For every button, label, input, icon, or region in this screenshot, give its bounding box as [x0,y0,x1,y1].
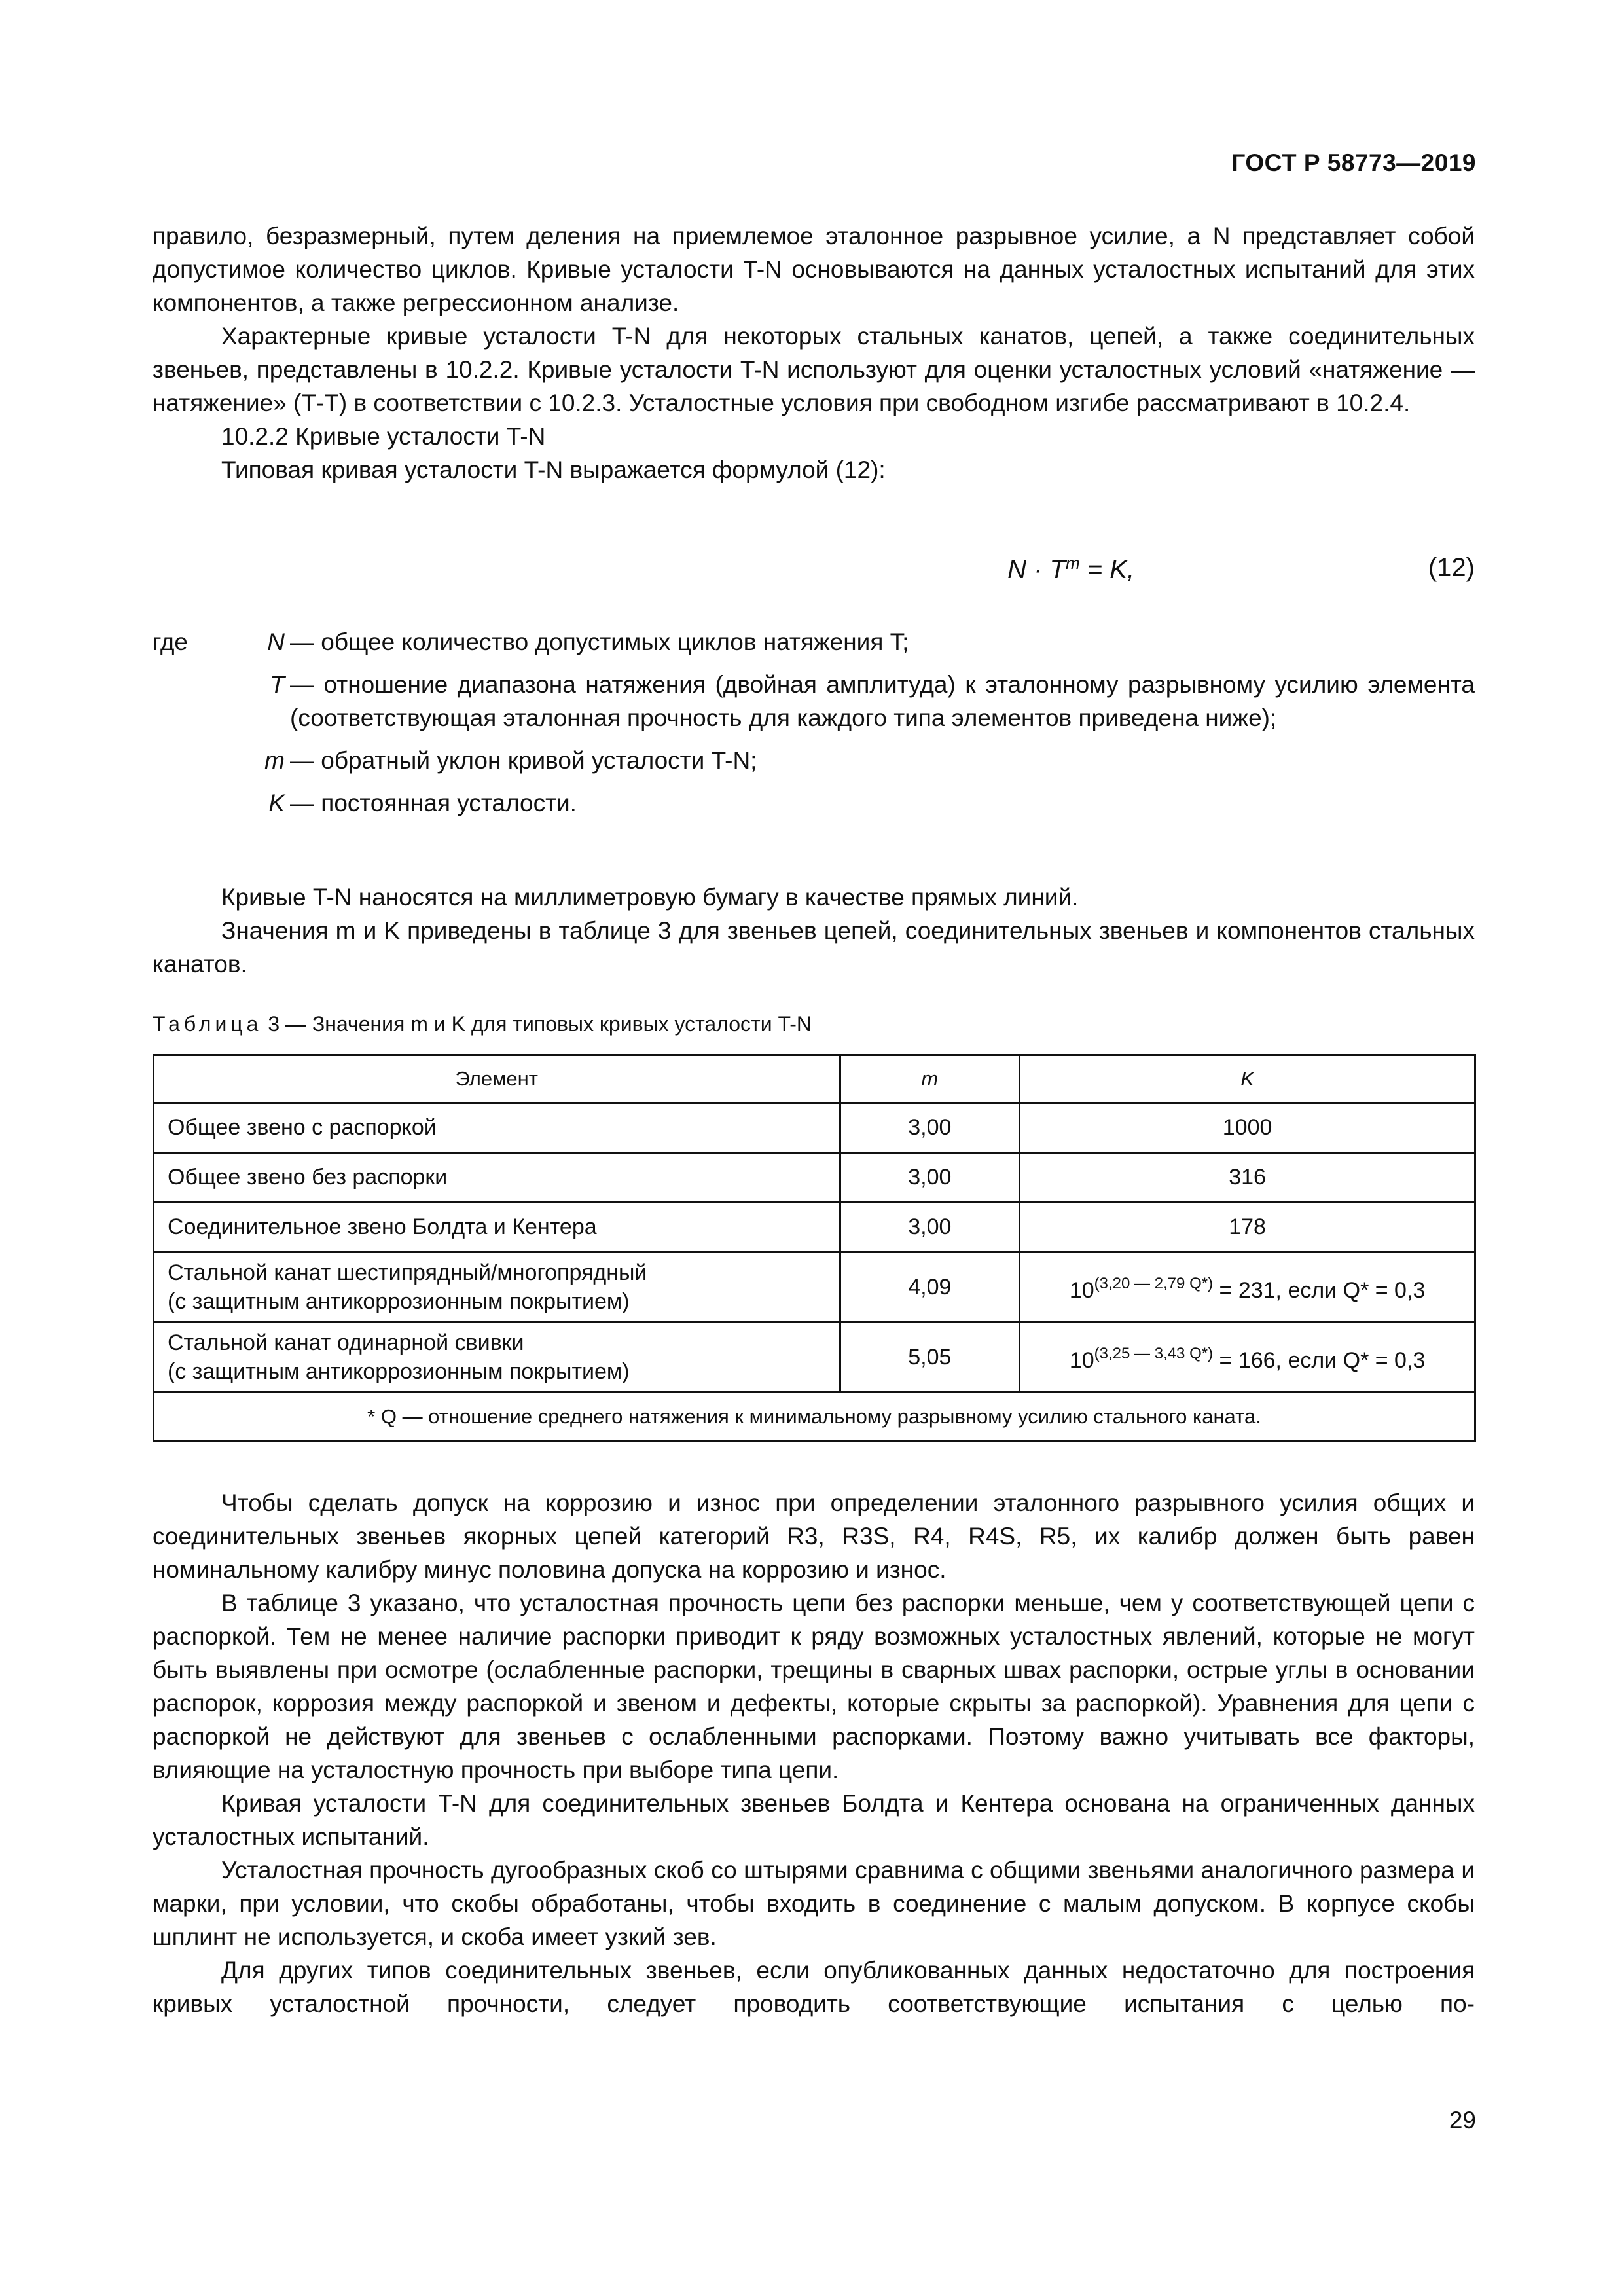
paragraph: В таблице 3 указано, что усталостная прочность цепи без распорки меньше, чем у соответствующей цепи с распоркой. Тем не менее наличие распорки приводит к ряду возможных усталостных явлений, которые не могут быть выявлены при осмотре (ослабленные распорки, трещины в сварных швах распорки, острые углы в основании распорок, коррозия между распоркой и звеном и дефекты, которые скрыты за распоркой). Уравнения для цепи с распоркой не действуют для звеньев с ослабленными распорками. Поэтому важно учитывать все факторы, влияющие на усталостную прочность при выборе типа цепи. [153,1590,1475,1783]
table-row: Соединительное звено Болдта и Кентера 3,00 178 [154,1203,1475,1252]
table-footnote: * Q — отношение среднего натяжения к минимальному разрывному усилию стального каната. [154,1393,1475,1442]
header-k: K [1020,1055,1475,1103]
paragraph: Характерные кривые усталости T-N для некоторых стальных канатов, цепей, а также соединительных звеньев, представлены в 10.2.2. Кривые усталости T-N используют для оценки усталостных условий «натяжение — натяжение» (Т-Т) в соответствии с 10.2.3. Усталостные условия при свободном изгибе рассматривают в 10.2.4. [153,323,1475,416]
table-row: Общее звено с распоркой 3,00 1000 [154,1103,1475,1153]
section-heading: 10.2.2 Кривые усталости T-N [221,423,546,450]
table-row: Стальной канат шестипрядный/многопрядный (с защитным антикоррозионным покрытием) 4,09 $10^{(3,20 — 2,79 Q*)} = 231$, если Q* = 0,3 [154,1252,1475,1322]
formula: $N \cdot T^m = K$, [1007,553,1134,584]
values-table [153,1054,1476,1442]
mid-text-block [153,881,1475,981]
page-number: 29 [1449,2107,1476,2134]
header-element: Элемент [154,1055,840,1103]
table-header-row [154,1055,1475,1103]
formula-row [153,553,1475,592]
where-list [153,625,1475,829]
formula-number: (12) [1428,553,1475,582]
where-item: m — обратный уклон кривой усталости T-N; [264,747,757,774]
paragraph: Типовая кривая усталости T-N выражается формулой (12): [221,456,886,483]
paragraph: Усталостная прочность дугообразных скоб со штырями сравнима с общими звеньями аналогичного размера и марки, при условии, что скобы обработаны, чтобы входить в соединение с малым допуском. В корпусе скобы шплинт не используется, и скоба имеет узкий зев. [153,1857,1475,1950]
paragraph: Кривые T-N наносятся на миллиметровую бумагу в качестве прямых линий. [221,884,1079,911]
paragraph: Чтобы сделать допуск на коррозию и износ при определении эталонного разрывного усилия общих и соединительных звеньев якорных цепей категорий R3, R3S, R4, R4S, R5, их калибр должен быть равен номинальному калибру минус половина допуска на коррозию и износ. [153,1489,1475,1583]
paragraph: Кривая усталости T-N для соединительных звеньев Болдта и Кентера основана на ограниченных данных усталостных испытаний. [153,1790,1475,1850]
header-m: m [840,1055,1020,1103]
top-text-block [153,219,1475,486]
where-item: T — отношение диапазона натяжения (двойная амплитуда) к эталонному разрывному усилию элемента (соответствующая эталонная прочность для каждого типа элементов приведена ниже); [270,671,1475,731]
table-row: Общее звено без распорки 3,00 316 [154,1153,1475,1203]
where-item: K — постоянная усталости. [268,790,577,816]
paragraph: Для других типов соединительных звеньев, если опубликованных данных недостаточно для построения кривых усталостной прочности, следует проводить соответствующие испытания с целью по- [153,1957,1475,2017]
where-item: где N — общее количество допустимых циклов натяжения T; [153,629,909,655]
table-caption: Таблица 3 — Значения m и K для типовых кривых усталости T-N [153,1012,812,1036]
table-footnote-row [154,1393,1475,1442]
bottom-text-block [153,1486,1475,2020]
table-row: Стальной канат одинарной свивки (с защитным антикоррозионным покрытием) 5,05 $10^{(3,25 — 3,43 Q*)} = 166$, если Q* = 0,3 [154,1322,1475,1393]
paragraph: Значения m и K приведены в таблице 3 для звеньев цепей, соединительных звеньев и компонентов стальных канатов. [153,917,1475,977]
paragraph: правило, безразмерный, путем деления на приемлемое эталонное разрывное усилие, а N представляет собой допустимое количество циклов. Кривые усталости T-N основываются на данных усталостных испытаний для этих компонентов, а также регрессионном анализе. [153,223,1475,316]
standard-header: ГОСТ Р 58773—2019 [1231,149,1476,176]
